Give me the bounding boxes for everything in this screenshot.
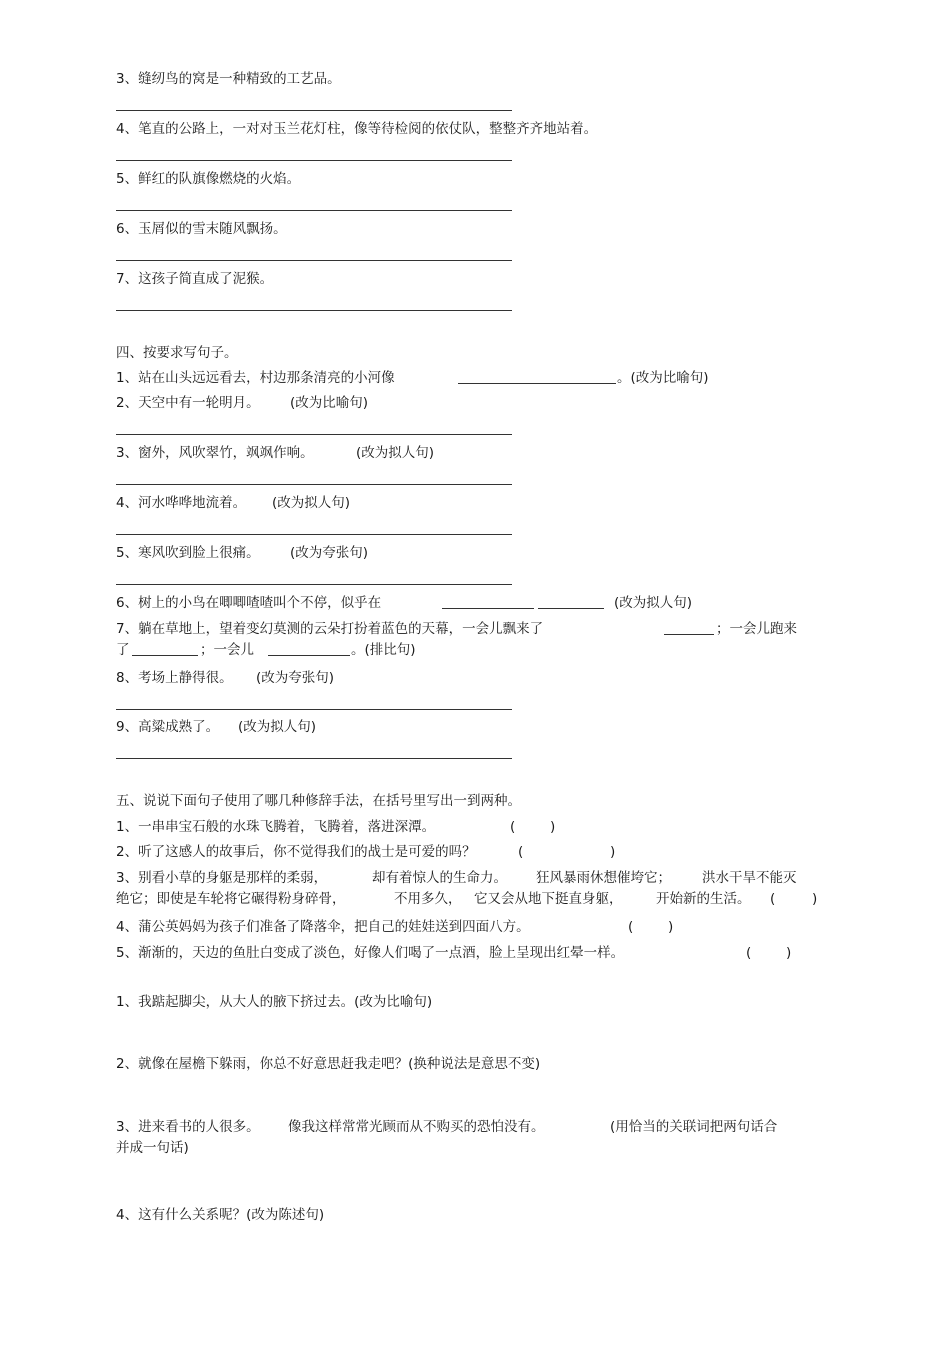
- s4-q5-text: 5、寒风吹到脸上很痛。: [116, 545, 260, 561]
- s5-q3-e: 绝它；即使是车轮将它碾得粉身碎骨，: [116, 891, 346, 907]
- s5-q1-paren-r[interactable]: ): [550, 819, 556, 835]
- s5-q2-paren-l[interactable]: (: [518, 844, 524, 860]
- s4-q9-text: 9、高粱成熟了。: [116, 719, 220, 735]
- s5-q5-paren-l[interactable]: (: [746, 945, 752, 961]
- s4-q1-text: 1、站在山头远远看去，村边那条清亮的小河像: [116, 370, 395, 386]
- answer-line[interactable]: [116, 534, 512, 535]
- s5-q1-paren-l[interactable]: (: [510, 819, 516, 835]
- s5-q3-b: 却有着惊人的生命力。: [372, 870, 507, 886]
- answer-line[interactable]: [116, 210, 512, 211]
- answer-line[interactable]: [116, 160, 512, 161]
- answer-line[interactable]: [116, 758, 512, 759]
- s5-q3-c: 狂风暴雨休想催垮它；: [536, 870, 671, 886]
- answer-line[interactable]: [116, 310, 512, 311]
- s5-q3-d: 洪水干旱不能灭: [702, 870, 797, 886]
- s4-q3-text: 3、窗外，风吹翠竹，飒飒作响。: [116, 445, 314, 461]
- s4-q1-blank[interactable]: [458, 369, 616, 389]
- s5-q3-h: 开始新的生活。: [656, 891, 751, 907]
- answer-line[interactable]: [116, 260, 512, 261]
- s3-q3: 3、缝纫鸟的窝是一种精致的工艺品。: [116, 71, 341, 87]
- s4-q7-le: 了: [116, 642, 130, 658]
- s6-q2: 2、就像在屋檐下躲雨，你总不好意思赶我走吧？(换种说法是意思不变): [116, 1056, 541, 1072]
- s4-q6-blank-2[interactable]: [538, 594, 604, 614]
- answer-line[interactable]: [116, 709, 512, 710]
- s5-q4: 4、蒲公英妈妈为孩子们准备了降落伞，把自己的娃娃送到四面八方。: [116, 919, 530, 935]
- s5-q3-paren-r[interactable]: ): [812, 891, 818, 907]
- s6-q4: 4、这有什么关系呢？(改为陈述句): [116, 1207, 325, 1223]
- s4-q6-blank-1[interactable]: [442, 594, 534, 614]
- s4-q7-cont: ；一会儿跑来: [716, 621, 797, 637]
- s4-q4-note: (改为拟人句): [272, 495, 351, 511]
- answer-line[interactable]: [116, 484, 512, 485]
- s4-q2-text: 2、天空中有一轮明月。: [116, 395, 260, 411]
- s4-title: 四、按要求写句子。: [116, 345, 238, 361]
- s5-q5: 5、渐渐的，天边的鱼肚白变成了淡色，好像人们喝了一点酒，脸上呈现出红晕一样。: [116, 945, 625, 961]
- s4-q7-blank-2[interactable]: [132, 641, 198, 661]
- s5-title: 五、说说下面句子使用了哪几种修辞手法，在括号里写出一到两种。: [116, 793, 521, 809]
- s5-q2-paren-r[interactable]: ): [610, 844, 616, 860]
- s4-q6-text: 6、树上的小鸟在唧唧喳喳叫个不停，似乎在: [116, 595, 382, 611]
- s6-q3-a: 3、进来看书的人很多。: [116, 1119, 260, 1135]
- s4-q4-text: 4、河水哗哗地流着。: [116, 495, 247, 511]
- s5-q3-g: 它又会从地下挺直身躯，: [474, 891, 623, 907]
- s6-q3-b: 像我这样常常光顾而从不购买的恐怕没有。: [288, 1119, 545, 1135]
- s4-q7-cont-2: ；一会儿: [200, 642, 254, 658]
- answer-line[interactable]: [116, 110, 512, 111]
- s4-q7-note: 。(排比句): [351, 642, 416, 658]
- s6-q1: 1、我踮起脚尖，从大人的腋下挤过去。(改为比喻句): [116, 994, 433, 1010]
- s5-q3-a: 3、别看小草的身躯是那样的柔弱，: [116, 870, 328, 886]
- s5-q3-f: 不用多久，: [394, 891, 462, 907]
- answer-line[interactable]: [116, 434, 512, 435]
- s3-q6: 6、玉屑似的雪末随风飘扬。: [116, 221, 287, 237]
- s3-q5: 5、鲜红的队旗像燃烧的火焰。: [116, 171, 301, 187]
- s4-q8-text: 8、考场上静得很。: [116, 670, 233, 686]
- s5-q3-paren-l[interactable]: (: [770, 891, 776, 907]
- s5-q4-paren-r[interactable]: ): [668, 919, 674, 935]
- s4-q2-note: (改为比喻句): [290, 395, 369, 411]
- s3-q7: 7、这孩子简直成了泥猴。: [116, 271, 274, 287]
- s4-q6-note: (改为拟人句): [614, 595, 693, 611]
- s5-q5-paren-r[interactable]: ): [786, 945, 792, 961]
- s4-q1-note: 。(改为比喻句): [617, 370, 709, 386]
- s4-q3-note: (改为拟人句): [356, 445, 435, 461]
- s4-q7-text: 7、躺在草地上，望着变幻莫测的云朵打扮着蓝色的天幕，一会儿飘来了: [116, 621, 544, 637]
- s4-q8-note: (改为夸张句): [256, 670, 335, 686]
- answer-line[interactable]: [116, 584, 512, 585]
- s6-q3-d: 并成一句话): [116, 1140, 189, 1156]
- s4-q7-blank-3[interactable]: [268, 641, 350, 661]
- s3-q4: 4、笔直的公路上，一对对玉兰花灯柱，像等待检阅的依仗队，整整齐齐地站着。: [116, 121, 598, 137]
- s4-q5-note: (改为夸张句): [290, 545, 369, 561]
- s4-q7-blank-1[interactable]: [664, 620, 714, 640]
- s5-q1: 1、一串串宝石般的水珠飞腾着，飞腾着，落进深潭。: [116, 819, 436, 835]
- s5-q2: 2、听了这感人的故事后，你不觉得我们的战士是可爱的吗？: [116, 844, 476, 860]
- s6-q3-c: (用恰当的关联词把两句话合: [610, 1119, 778, 1135]
- s4-q9-note: (改为拟人句): [238, 719, 317, 735]
- s5-q4-paren-l[interactable]: (: [628, 919, 634, 935]
